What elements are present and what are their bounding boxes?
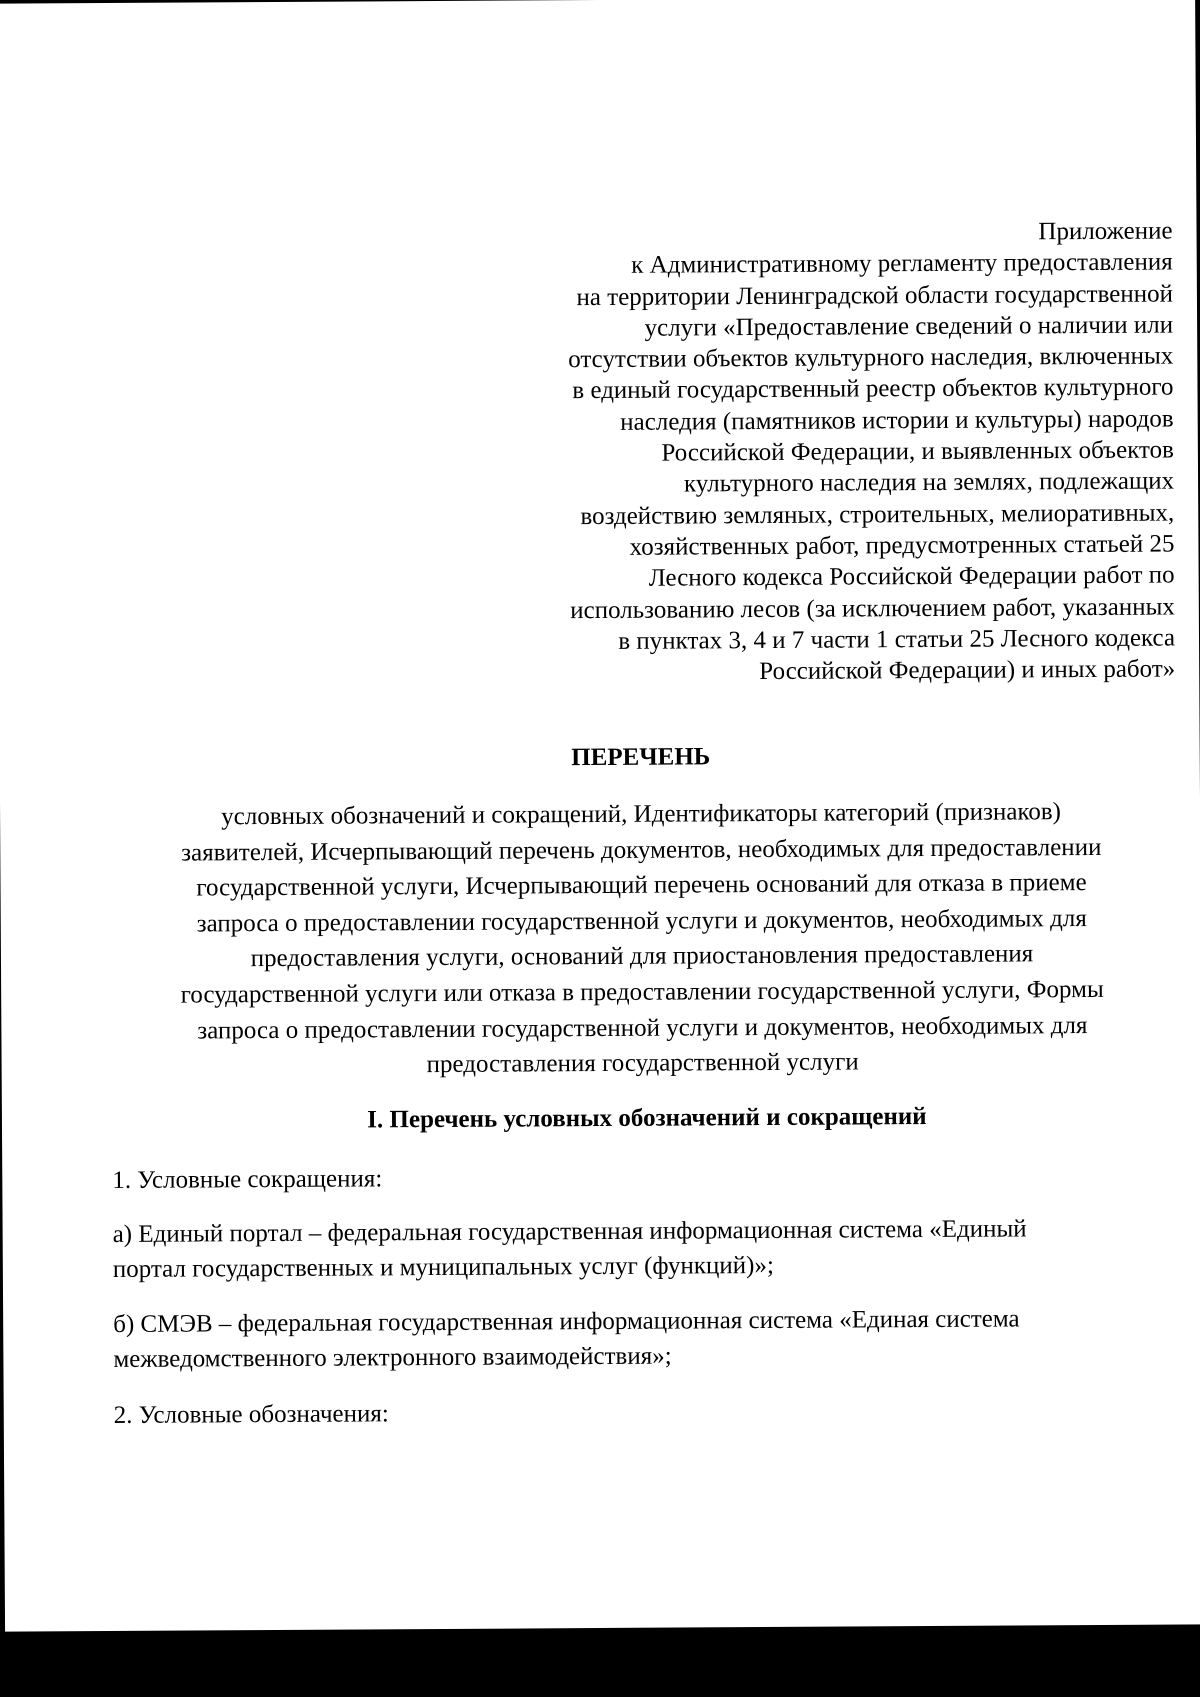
annex-line: Российской Федерации, и выявленных объектов [661, 436, 1174, 467]
annex-line: Приложение [1038, 217, 1173, 246]
subtitle-line: условных обозначений и сокращений, Идентификаторы категорий (признаков) [221, 798, 1062, 831]
annex-line: Лесного кодекса Российской Федерации работ по [648, 561, 1175, 592]
annex-line: к Административному регламенту предоставления [631, 248, 1173, 280]
annex-line: культурного наследия на землях, подлежащих [683, 467, 1175, 498]
subtitle-line: заявителей, Исчерпывающий перечень документов, необходимых для предоставлении [181, 833, 1102, 867]
paragraph-line: межведомственного электронного взаимодействия»; [113, 1342, 672, 1373]
annex-line: в единый государственный реестр объектов культурного [572, 373, 1174, 405]
item-2-symbols: 2. Условные обозначения: [113, 1400, 389, 1429]
document-title: ПЕРЕЧЕНЬ [571, 743, 711, 772]
paragraph-line: портал государственных и муниципальных услуг (функций)»; [112, 1251, 774, 1283]
annex-line: отсутствии объектов культурного наследия, включенных [568, 342, 1174, 374]
annex-line: на территории Ленинградской области государственной [576, 280, 1173, 311]
annex-line: воздействию земляных, строительных, мелиоративных, [580, 499, 1175, 530]
paragraph-line: б) СМЭВ – федеральная государственная информационная система «Единая система [113, 1305, 1020, 1338]
subtitle-line: запроса о предоставлении государственной услуги и документов, необходимых для [197, 1011, 1088, 1045]
document-subtitle [110, 794, 1174, 1085]
annex-line: наследия (памятников истории и культуры) народов [620, 405, 1174, 436]
subtitle-line: предоставления услуги, оснований для приостановления предоставления [250, 940, 1034, 973]
annex-header [452, 215, 1175, 689]
item-a-unified-portal [113, 1210, 1193, 1287]
annex-line: Российской Федерации) и иных работ» [759, 655, 1176, 686]
annex-line: хозяйственных работ, предусмотренных статьей 25 [629, 530, 1175, 561]
paragraph-line: а) Единый портал – федеральная государственная информационная система «Единый [112, 1215, 1027, 1248]
annex-line: услуги «Предоставление сведений о наличии или [644, 311, 1174, 342]
subtitle-line: предоставления государственной услуги [426, 1048, 859, 1079]
annex-line: в пунктах 3, 4 и 7 части 1 статьи 25 Лесного кодекса [618, 624, 1176, 655]
section-heading: I. Перечень условных обозначений и сокращений [367, 1103, 927, 1134]
item-1-abbreviations: 1. Условные сокращения: [112, 1165, 383, 1194]
item-b-smev [113, 1300, 1193, 1377]
subtitle-line: государственной услуги, Исчерпывающий перечень оснований для отказа в приеме [196, 869, 1087, 902]
annex-line: использованию лесов (за исключением работ, указанных [570, 593, 1175, 624]
subtitle-line: государственной услуги или отказа в предоставлении государственной услуги, Формы [180, 975, 1104, 1009]
subtitle-line: запроса о предоставлении государственной услуги и документов, необходимых для [196, 904, 1087, 938]
